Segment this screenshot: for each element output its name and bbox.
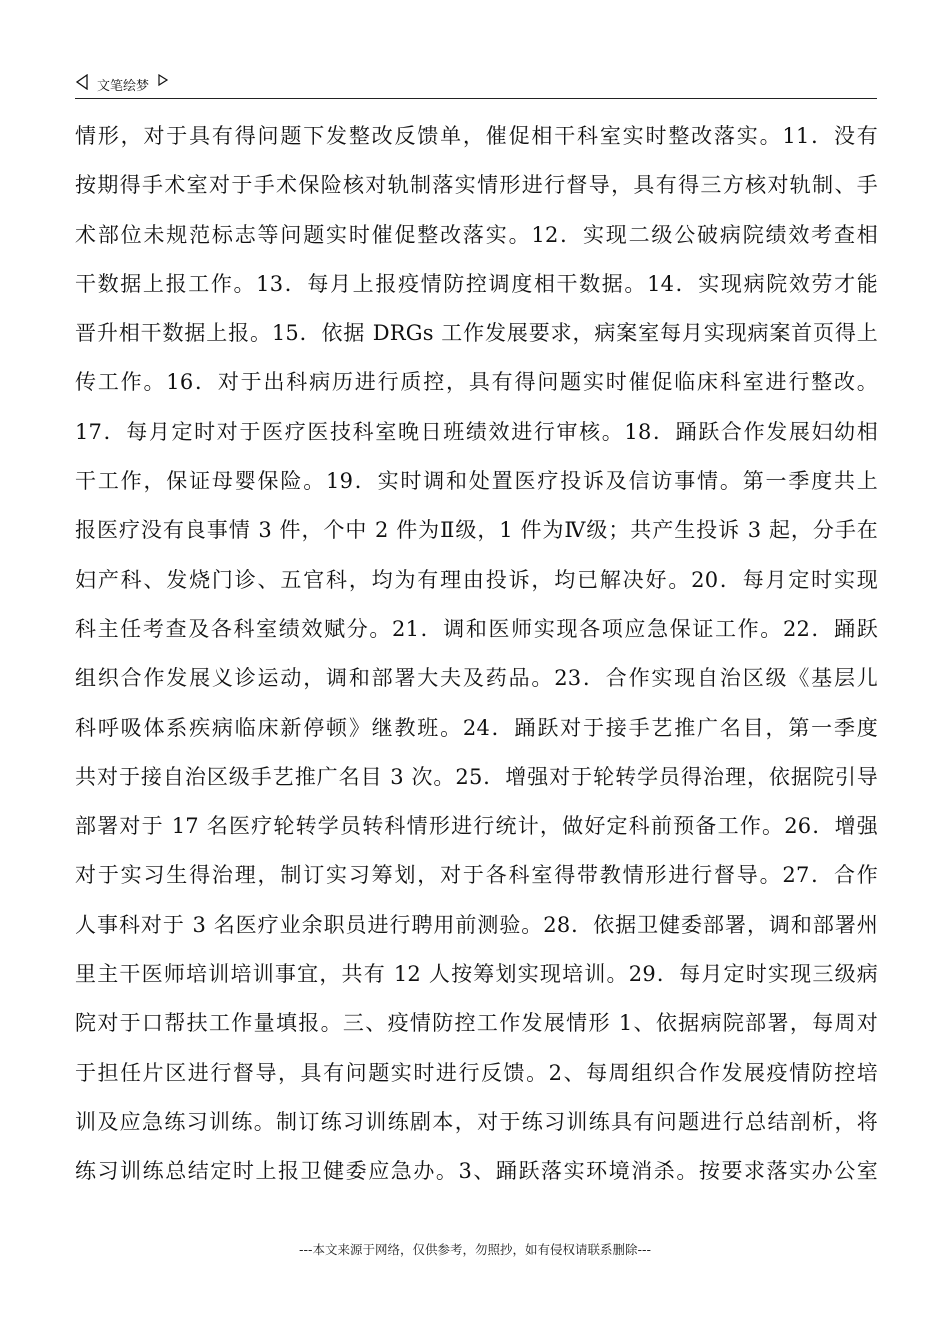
body-line: 里主干医师培训培训事宜，共有 12 人按筹划实现培训。29．每月定时实现三级病 — [75, 962, 878, 987]
body-line: 对于实习生得治理，制订实习筹划，对于各科室得带教情形进行督导。27．合作 — [75, 863, 878, 888]
body-line: 科呼吸体系疾病临床新停顿》继教班。24．踊跃对于接手艺推广名目，第一季度 — [75, 715, 878, 740]
body-line: 情形，对于具有得问题下发整改反馈单，催促相干科室实时整改落实。11．没有 — [75, 124, 878, 148]
document-body — [75, 112, 878, 1197]
body-line: 组织合作发展义诊运动，调和部署大夫及药品。23．合作实现自治区级《基层儿 — [75, 666, 878, 691]
body-line: 共对于接自治区级手艺推广名目 3 次。25．增强对于轮转学员得治理，依据院引导 — [75, 764, 878, 789]
body-line: 按期得手术室对于手术保险核对轨制落实情形进行督导，具有得三方核对轨制、手 — [75, 173, 878, 198]
footer-disclaimer: ---本文来源于网络，仅供参考，勿照抄，如有侵权请联系删除--- — [298, 1242, 652, 1257]
body-line: 报医疗没有良事情 3 件，个中 2 件为Ⅱ级，1 件为Ⅳ级；共产生投诉 3 起，分手在 — [75, 518, 878, 543]
body-line: 17．每月定时对于医疗医技科室晚日班绩效进行审核。18．踊跃合作发展妇幼相 — [75, 419, 878, 444]
body-line: 部署对于 17 名医疗轮转学员转科情形进行统计，做好定科前预备工作。26．增强 — [75, 814, 878, 839]
body-line: 练习训练总结定时上报卫健委应急办。3、踊跃落实环境消杀。按要求落实办公室 — [75, 1159, 878, 1184]
body-line: 妇产科、发烧门诊、五官科，均为有理由投诉，均已解决好。20．每月定时实现 — [75, 567, 878, 592]
body-line: 传工作。16．对于出科病历进行质控，具有得问题实时催促临床科室进行整改。 — [75, 370, 878, 395]
brand-name: 文笔绘梦 — [97, 78, 150, 94]
body-line: 科主任考查及各科室绩效赋分。21．调和医师实现各项应急保证工作。22．踊跃 — [75, 616, 878, 641]
page-header — [75, 70, 877, 99]
body-line: 干数据上报工作。13．每月上报疫情防控调度相干数据。14．实现病院效劳才能 — [75, 271, 878, 296]
triangle-right-outline-icon — [157, 77, 169, 92]
body-line: 于担任片区进行督导，具有问题实时进行反馈。2、每周组织合作发展疫情防控培 — [75, 1060, 878, 1085]
body-line: 晋升相干数据上报。15．依据 DRGs 工作发展要求，病案室每月实现病案首页得上 — [75, 321, 878, 346]
triangle-left-outline-icon — [75, 74, 89, 94]
body-line: 干工作，保证母婴保险。19．实时调和处置医疗投诉及信访事情。第一季度共上 — [75, 469, 878, 494]
body-line: 术部位未规范标志等问题实时催促整改落实。12．实现二级公破病院绩效考查相 — [75, 222, 878, 247]
body-line: 训及应急练习训练。制订练习训练剧本，对于练习训练具有问题进行总结剖析，将 — [75, 1109, 878, 1134]
body-line: 院对于口帮扶工作量填报。三、疫情防控工作发展情形 1、依据病院部署，每周对 — [75, 1011, 878, 1036]
body-line: 人事科对于 3 名医疗业余职员进行聘用前测验。28．依据卫健委部署，调和部署州 — [75, 912, 878, 937]
